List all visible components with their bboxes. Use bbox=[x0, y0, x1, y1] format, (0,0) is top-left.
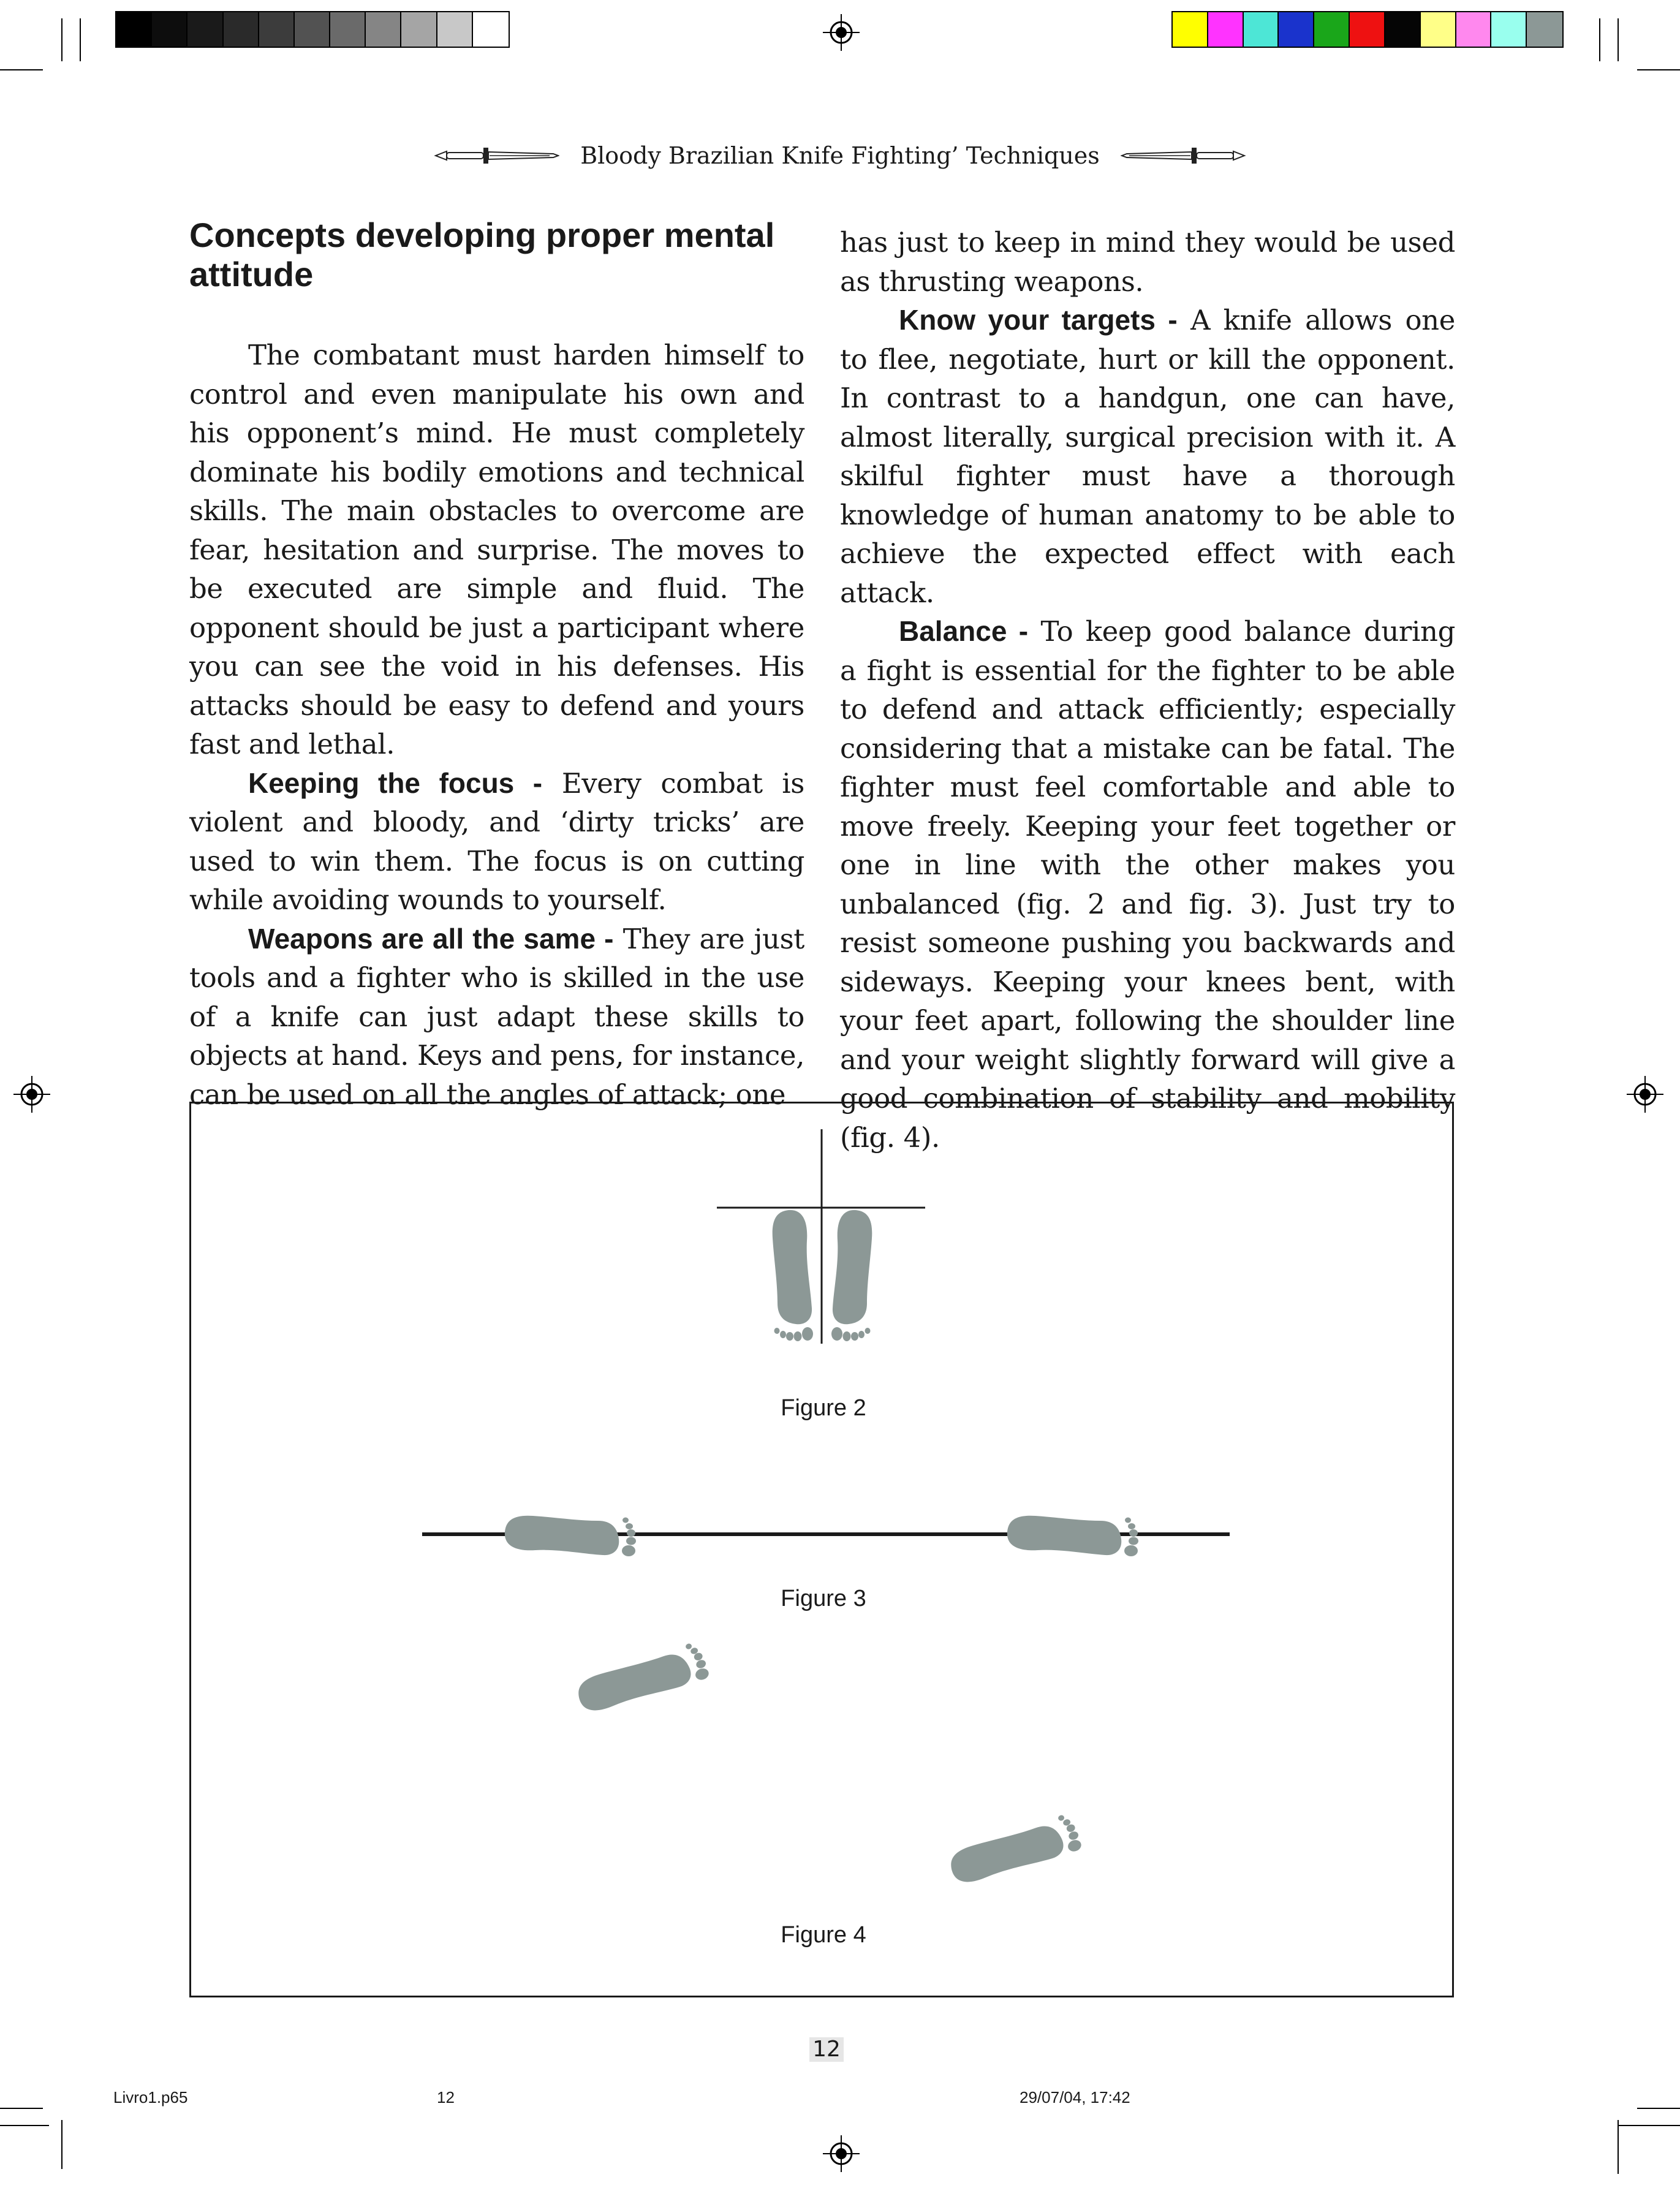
figure-4-caption: Figure 4 bbox=[781, 1922, 866, 1948]
registration-mark-bottom-icon bbox=[823, 2135, 860, 2172]
slug-datetime: 29/07/04, 17:42 bbox=[1020, 2088, 1130, 2107]
grayscale-calibration-bar bbox=[115, 11, 510, 48]
targets-paragraph bbox=[840, 301, 1455, 612]
color-swatch bbox=[1385, 12, 1421, 47]
gray-swatch bbox=[224, 12, 259, 47]
figures-drawing bbox=[191, 1103, 1452, 1996]
color-swatch bbox=[1421, 12, 1456, 47]
gray-swatch bbox=[259, 12, 295, 47]
color-swatch bbox=[1491, 12, 1527, 47]
color-swatch bbox=[1350, 12, 1385, 47]
left-column bbox=[189, 216, 804, 1114]
continuation-paragraph: has just to keep in mind they would be used as thrusting weapons. bbox=[840, 226, 1455, 298]
balance-label: Balance - bbox=[899, 615, 1029, 647]
color-swatch bbox=[1314, 12, 1350, 47]
color-swatch bbox=[1527, 12, 1562, 47]
gray-swatch bbox=[187, 12, 223, 47]
registration-mark-left-icon bbox=[13, 1076, 50, 1113]
weapons-label: Weapons are all the same - bbox=[248, 922, 614, 955]
right-column bbox=[840, 223, 1455, 1157]
fig3-front-foot-icon bbox=[1007, 1516, 1138, 1556]
color-swatch bbox=[1456, 12, 1492, 47]
fig3-rear-foot-icon bbox=[505, 1516, 636, 1556]
weapons-paragraph bbox=[189, 920, 804, 1115]
color-swatch bbox=[1244, 12, 1279, 47]
knife-ornament-left-icon bbox=[433, 146, 559, 165]
gray-swatch bbox=[401, 12, 437, 47]
targets-label: Know your targets - bbox=[899, 304, 1178, 336]
page-number: 12 bbox=[809, 2037, 844, 2062]
focus-paragraph bbox=[189, 764, 804, 920]
weapons-text: They are just tools and a fighter who is skilled in the use of a knife can just adapt these skills to objects at hand. Keys and pens, for instance, can be used on all the angles of attack; one bbox=[189, 922, 804, 1111]
fig2-left-foot-icon bbox=[773, 1210, 813, 1341]
color-swatch bbox=[1208, 12, 1244, 47]
running-title: Bloody Brazilian Knife Fighting’ Techniques bbox=[580, 142, 1100, 169]
gray-swatch bbox=[330, 12, 366, 47]
gray-swatch bbox=[366, 12, 401, 47]
targets-text: A knife allows one to flee, negotiate, hurt or kill the opponent. In contrast to a handgun, one can have, almost literally, surgical precision with it. A skilful fighter must have a thorough knowledge of human anatomy to be able to achieve the expected effect with each attack. bbox=[840, 304, 1455, 609]
gray-swatch bbox=[295, 12, 330, 47]
intro-paragraph: The combatant must harden himself to control and even manipulate his own and his opponent’s mind. He must completely dominate his bodily emotions and technical skills. The main obstacles to overcome are fear, hesitation and surprise. The moves to be executed are simple and fluid. The opponent should be just a participant where you can see the void in his defenses. His attacks should be easy to defend and yours fast and lethal. bbox=[189, 339, 804, 760]
running-header bbox=[0, 140, 1680, 169]
gray-swatch bbox=[437, 12, 473, 47]
figure-2-caption: Figure 2 bbox=[781, 1395, 866, 1421]
knife-ornament-right-icon bbox=[1121, 146, 1247, 165]
gray-swatch bbox=[152, 12, 187, 47]
figure-3-caption: Figure 3 bbox=[781, 1586, 866, 1611]
color-calibration-bar bbox=[1171, 11, 1564, 48]
registration-mark-top-icon bbox=[823, 14, 860, 51]
slug-filename: Livro1.p65 bbox=[113, 2088, 188, 2107]
figure-box bbox=[189, 1102, 1454, 1997]
balance-text: To keep good balance during a fight is essential for the fighter to be able to defend and attack efficiently; especially considering that a mistake can be fatal. The fighter must feel comfortable and able to move freely. Keeping your feet together or one in line with the other makes you unbalanced (fig. 2 and fig. 3). Just try to resist someone pushing you backwards and sideways. Keeping your knees bent, with your feet apart, following the shoulder line and your weight slightly forward will give a good combination of stability and mobility (fig. 4). bbox=[840, 615, 1456, 1154]
focus-text: Every combat is violent and bloody, and ‘dirty tricks’ are used to win them. The focus is on cutting while avoiding wounds to yourself. bbox=[189, 767, 804, 916]
color-swatch bbox=[1173, 12, 1208, 47]
slug-page: 12 bbox=[437, 2088, 455, 2107]
gray-swatch bbox=[473, 12, 509, 47]
section-heading: Concepts developing proper mental attitude bbox=[189, 216, 775, 293]
balance-paragraph bbox=[840, 612, 1455, 1157]
color-swatch bbox=[1279, 12, 1314, 47]
focus-label: Keeping the focus - bbox=[248, 767, 543, 799]
fig4-rear-foot-icon bbox=[573, 1638, 711, 1722]
fig4-front-foot-icon bbox=[946, 1810, 1083, 1893]
registration-mark-right-icon bbox=[1627, 1076, 1663, 1113]
fig2-right-foot-icon bbox=[831, 1210, 872, 1341]
gray-swatch bbox=[116, 12, 152, 47]
